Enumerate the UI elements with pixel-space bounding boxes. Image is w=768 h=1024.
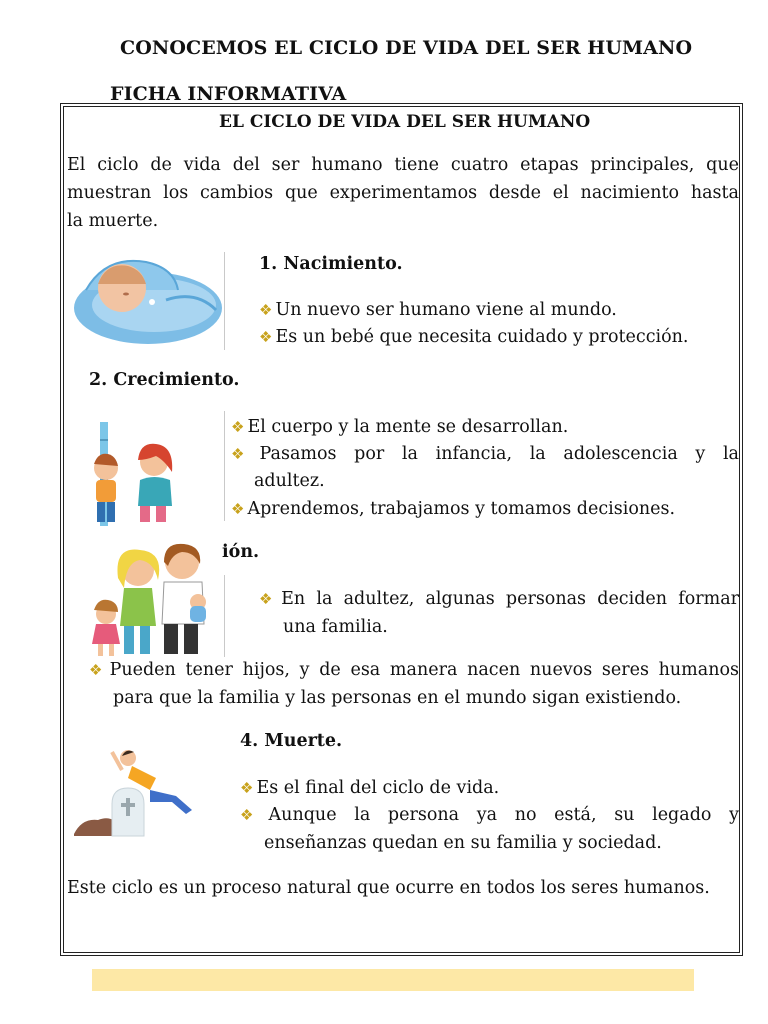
stage4-bullet-2-line-2: enseñanzas quedan en su familia y sociedad. bbox=[264, 833, 662, 853]
stage2-bullet-2-line-1: ❖ Pasamos por la infancia, la adolescencia y la bbox=[231, 444, 739, 464]
highlight-bar bbox=[92, 969, 694, 991]
death-illustration bbox=[72, 748, 202, 840]
family-illustration bbox=[84, 540, 224, 658]
stage3-bullet-1-line-1: ❖ En la adultez, algunas personas deciden formar bbox=[259, 589, 740, 609]
card-title: EL CICLO DE VIDA DEL SER HUMANO bbox=[219, 112, 591, 132]
stage4-bullet-1: ❖ Es el final del ciclo de vida. bbox=[240, 778, 500, 798]
stage4-bullet-2-line-1: ❖ Aunque la persona ya no está, su legado y bbox=[240, 805, 739, 825]
stage3-bullet-2-line-1: ❖ Pueden tener hijos, y de esa manera nacen nuevos seres humanos bbox=[89, 660, 739, 680]
diamond-bullet-icon: ❖ bbox=[89, 661, 107, 679]
stage1-heading: 1. Nacimiento. bbox=[259, 254, 403, 274]
growth-illustration bbox=[86, 420, 186, 530]
stage1-divider bbox=[224, 252, 225, 350]
stage3-bullet-1-line-2: una familia. bbox=[283, 617, 388, 637]
diamond-bullet-icon: ❖ bbox=[240, 779, 254, 797]
diamond-bullet-icon: ❖ bbox=[231, 445, 257, 463]
stage3-bullet-2-line-2: para que la familia y las personas en el mundo sigan existiendo. bbox=[113, 688, 682, 708]
diamond-bullet-icon: ❖ bbox=[231, 500, 245, 518]
stage1-bullet-1: ❖ Un nuevo ser humano viene al mundo. bbox=[259, 300, 617, 320]
baby-illustration bbox=[66, 250, 224, 350]
intro-line-2: muestran los cambios que experimentamos desde el nacimiento hasta bbox=[67, 183, 739, 203]
diamond-bullet-icon: ❖ bbox=[259, 590, 279, 608]
diamond-bullet-icon: ❖ bbox=[240, 806, 266, 824]
stage3-heading-partial: ión. bbox=[222, 542, 260, 562]
stage2-heading: 2. Crecimiento. bbox=[89, 370, 240, 390]
stage2-bullet-2-line-2: adultez. bbox=[254, 471, 325, 491]
diamond-bullet-icon: ❖ bbox=[259, 328, 273, 346]
stage3-divider bbox=[224, 575, 225, 657]
page-title: CONOCEMOS EL CICLO DE VIDA DEL SER HUMANO bbox=[120, 37, 693, 59]
stage2-bullet-3: ❖ Aprendemos, trabajamos y tomamos decisiones. bbox=[231, 499, 676, 519]
closing-sentence: Este ciclo es un proceso natural que ocurre en todos los seres humanos. bbox=[67, 878, 710, 898]
stage1-bullet-2: ❖ Es un bebé que necesita cuidado y protección. bbox=[259, 327, 689, 347]
intro-line-3: la muerte. bbox=[67, 211, 159, 231]
intro-line-1: El ciclo de vida del ser humano tiene cuatro etapas principales, que bbox=[67, 155, 739, 175]
diamond-bullet-icon: ❖ bbox=[259, 301, 273, 319]
diamond-bullet-icon: ❖ bbox=[231, 418, 245, 436]
stage4-heading: 4. Muerte. bbox=[240, 731, 343, 751]
stage2-bullet-1: ❖ El cuerpo y la mente se desarrollan. bbox=[231, 417, 569, 437]
stage2-divider bbox=[224, 411, 225, 521]
page-subtitle: FICHA INFORMATIVA bbox=[110, 83, 347, 105]
